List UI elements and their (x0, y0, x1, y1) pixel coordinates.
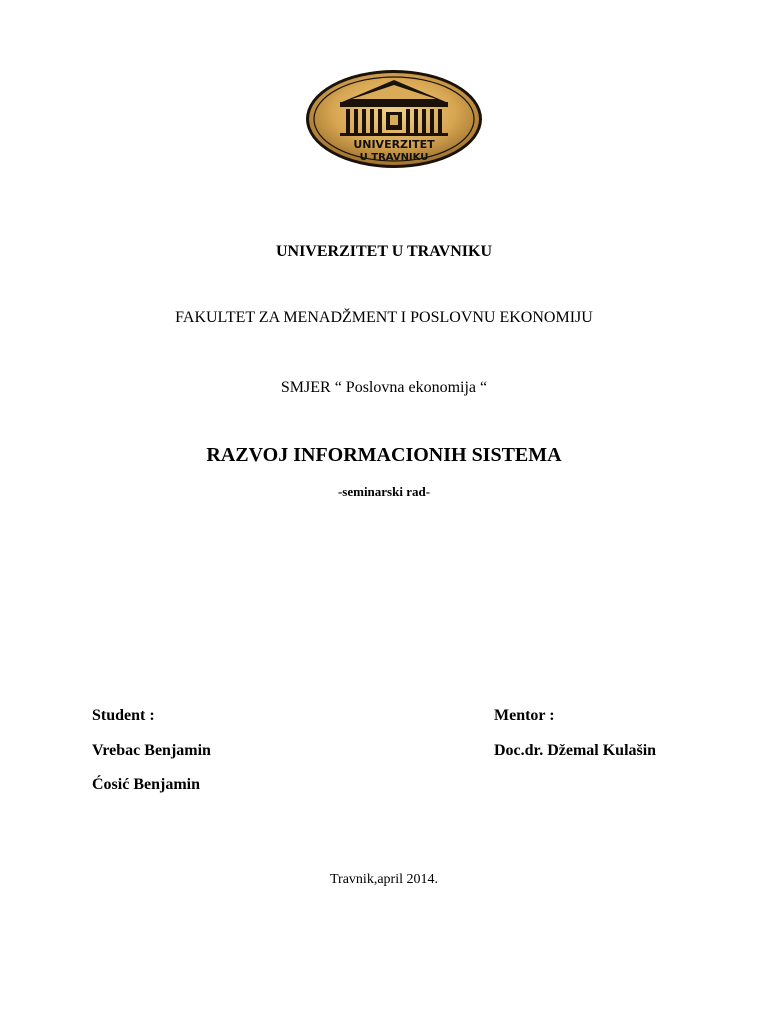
student-name: Ćosić Benjamin (92, 776, 200, 793)
university-logo (304, 68, 484, 170)
mentor-block (494, 706, 656, 775)
mentor-label: Mentor : (494, 707, 555, 724)
logo-text-line2: U TRAVNIKU (359, 152, 429, 163)
study-direction: SMJER “ Poslovna ekonomija “ (280, 379, 488, 396)
students-block (92, 706, 211, 810)
students-label: Student : (92, 707, 155, 724)
logo-text-line1: UNIVERZITET (353, 138, 435, 151)
document-subtitle: -seminarski rad- (337, 484, 431, 499)
place-and-date: Travnik,april 2014. (330, 872, 438, 887)
student-name: Vrebac Benjamin (92, 741, 211, 759)
university-name: UNIVERZITET U TRAVNIKU (275, 243, 493, 260)
mentor-name: Doc.dr. Džemal Kulašin (494, 741, 657, 759)
document-title: RAZVOJ INFORMACIONIH SISTEMA (206, 444, 562, 466)
faculty-name: FAKULTET ZA MENADŽMENT I POSLOVNU EKONOMIJU (175, 309, 593, 326)
